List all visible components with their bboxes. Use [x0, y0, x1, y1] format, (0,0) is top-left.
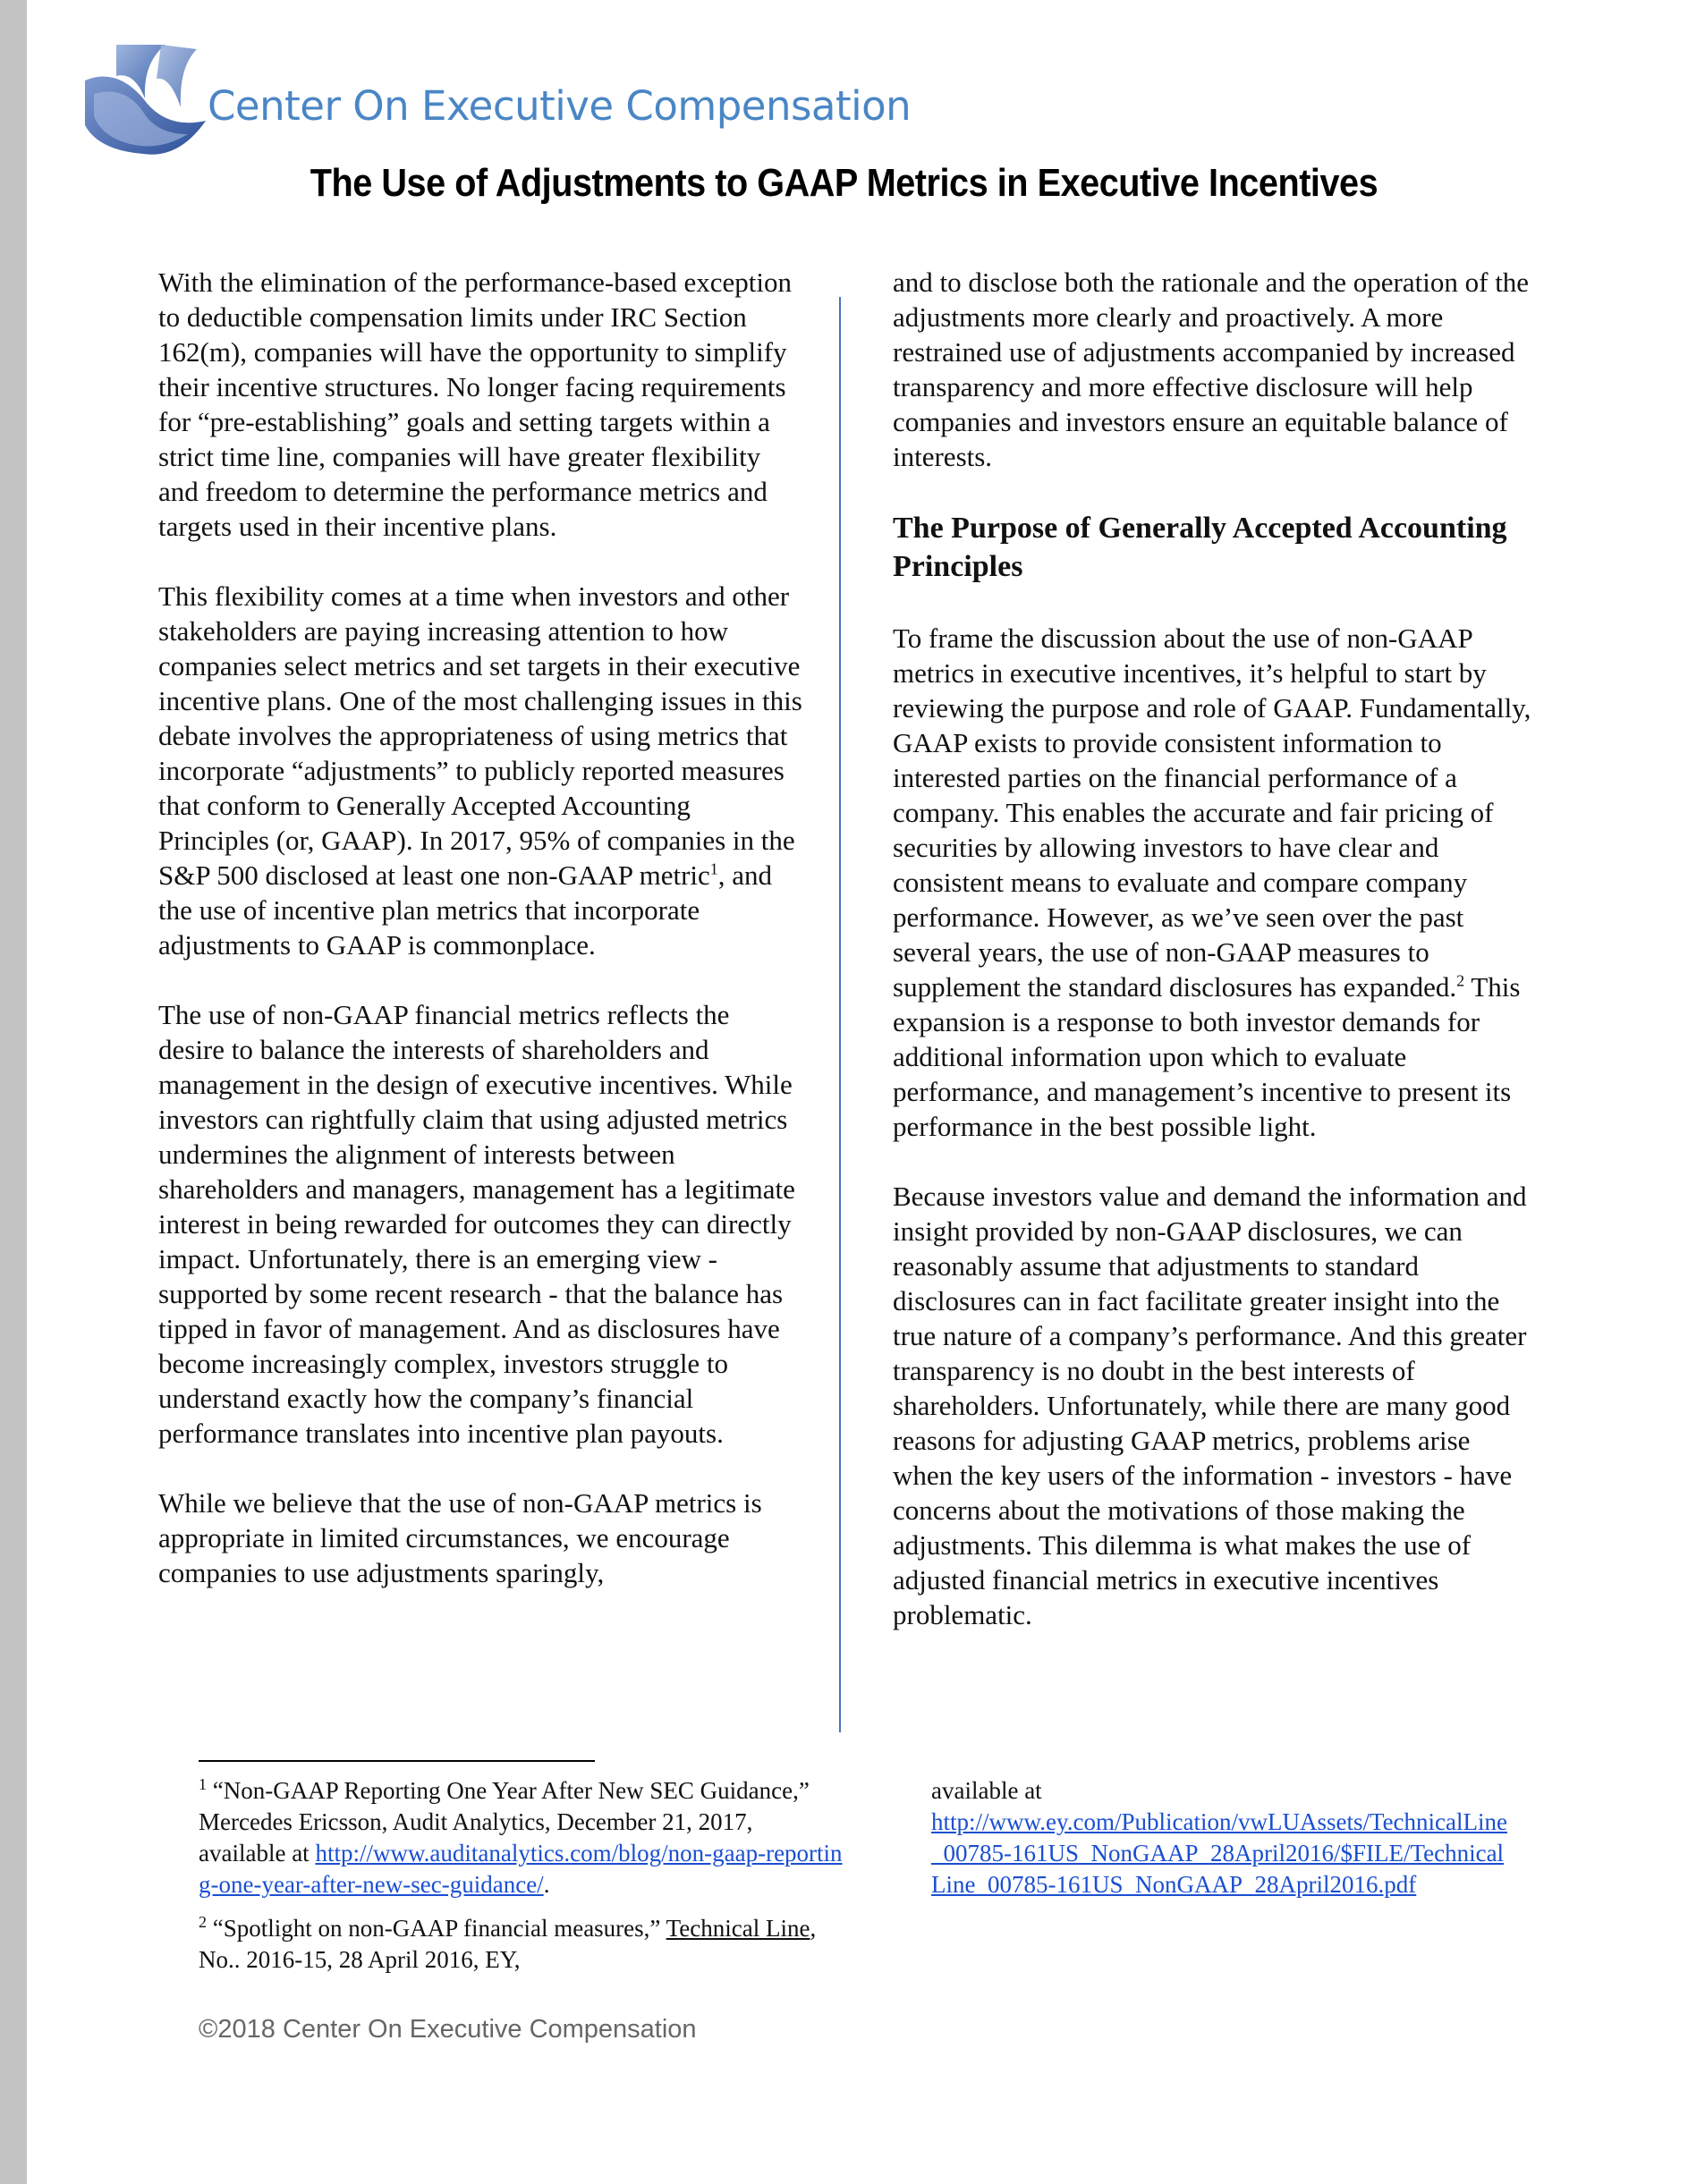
section-heading: The Purpose of Generally Accepted Accounting Principles: [893, 512, 1507, 583]
footnote-2-link[interactable]: http://www.ey.com/Publication/vwLUAssets/TechnicalLine_00785-161US_NonGAAP_28April2016/$FILE/TechnicalLine_00785-161US_NonGAAP_28April2016.pdf: [931, 1808, 1507, 1898]
paragraph: While we believe that the use of non-GAAP metrics is appropriate in limited circumstances, we encourage companies to use adjustments sparingly,: [158, 1487, 762, 1588]
document-title: The Use of Adjustments to GAAP Metrics in Executive Incentives: [310, 161, 1378, 205]
footnote-publication: Technical Line: [666, 1915, 810, 1942]
footnotes-right: [931, 1775, 1513, 1913]
footnote-text: “Spotlight on non-GAAP financial measures,”: [207, 1915, 666, 1942]
paragraph-text: This flexibility comes at a time when investors and other stakeholders are paying increasing attention to how companies select metrics and set targets in their executive incentive plans. One of the most challenging issues in this debate involves the appropriateness of using metrics that incorporate “adjustments” to publicly reported measures that conform to Generally Accepted Accounting Principles (or, GAAP). In 2017, 95% of companies in the S&P 500 disclosed at least one non-GAAP metric: [158, 580, 802, 891]
footnote-text: “Non-GAAP Reporting One Year After New SEC Guidance,” Mercedes Ericsson, Audit Analytics, December 21, 2017, available at: [199, 1777, 810, 1867]
paragraph: With the elimination of the performance-based exception to deductible compensation limits under IRC Section 162(m), companies will have the opportunity to simplify their incentive structures. No longer facing requirements for “pre-establishing” goals and setting targets within a strict time line, companies will have greater flexibility and freedom to determine the performance metrics and targets used in their incentive plans.: [158, 267, 793, 542]
paragraph: The use of non-GAAP financial metrics reflects the desire to balance the interests of shareholders and management in the design of executive incentives. While investors can rightfully claim that using adjusted metrics undermines the alignment of interests between shareholders and managers, management has a legitimate interest in being rewarded for outcomes they can directly impact. Unfortunately, there is an emerging view - supported by some recent research - that the balance has tipped in favor of management. And as disclosures have become increasingly complex, investors struggle to understand exactly how the company’s financial performance translates into incentive plan payouts.: [158, 999, 795, 1449]
page-side-strip: [0, 0, 27, 2184]
paragraph-text: To frame the discussion about the use of non-GAAP metrics in executive incentives, it’s helpful to start by reviewing the purpose and role of GAAP. Fundamentally, GAAP exists to provide consistent information to interested parties on the financial performance of a company. This enables the accurate and fair pricing of securities by allowing investors to have clear and consistent means to evaluate and compare company performance. However, as we’ve seen over the past several years, the use of non-GAAP measures to supplement the standard disclosures has expanded.: [893, 622, 1531, 1003]
paragraph-text: This expansion is a response to both investor demands for additional information upon which to evaluate performance, and management’s incentive to present its performance in the best possible light.: [893, 971, 1521, 1142]
footnote-number: 2: [199, 1913, 207, 1931]
paragraph-text: , and the use of incentive plan metrics that incorporate adjustments to GAAP is commonplace.: [158, 859, 773, 961]
footnote-text: .: [543, 1871, 550, 1898]
footnotes-left: [199, 1775, 843, 1988]
paragraph: and to disclose both the rationale and the operation of the adjustments more clearly and proactively. A more restrained use of adjustments accompanied by increased transparency and more effective disclosure will help companies and investors ensure an equitable balance of interests.: [893, 267, 1530, 472]
organization-name: Center On Executive Compensation: [208, 82, 912, 130]
column-divider: [839, 297, 841, 1732]
center-logo-icon: [81, 45, 215, 161]
footnote-2-continued: [931, 1775, 1513, 1900]
right-column: [893, 265, 1537, 1667]
paragraph: Because investors value and demand the information and insight provided by non-GAAP disclosures, we can reasonably assume that adjustments to standard disclosures can in fact facilitate greater insight into the true nature of a company’s performance. And this greater transparency is no doubt in the best interests of shareholders. Unfortunately, while there are many good reasons for adjusting GAAP metrics, problems arise when the key users of the information - investors - have concerns about the motivations of those making the adjustments. This dilemma is what makes the use of adjusted financial metrics in executive incentives problematic.: [893, 1181, 1527, 1630]
footnote-text: available at: [931, 1777, 1042, 1804]
footnote-1-link[interactable]: http://www.auditanalytics.com/blog/non-gaap-reporting-one-year-after-new-sec-guidance/: [199, 1840, 843, 1898]
paragraph: [158, 579, 802, 962]
footnote-ref-1[interactable]: 1: [709, 859, 718, 878]
copyright-notice: ©2018 Center On Executive Compensation: [199, 2015, 697, 2044]
footnote-2: [199, 1913, 843, 1976]
footnote-separator: [199, 1760, 595, 1762]
footnote-ref-2[interactable]: 2: [1456, 971, 1465, 990]
paragraph: [893, 621, 1537, 1144]
footnote-text: , No.. 2016-15, 28 April 2016, EY,: [199, 1915, 817, 1973]
footnote-number: 1: [199, 1775, 207, 1793]
left-column: [158, 265, 802, 1625]
footnote-1: [199, 1775, 843, 1900]
